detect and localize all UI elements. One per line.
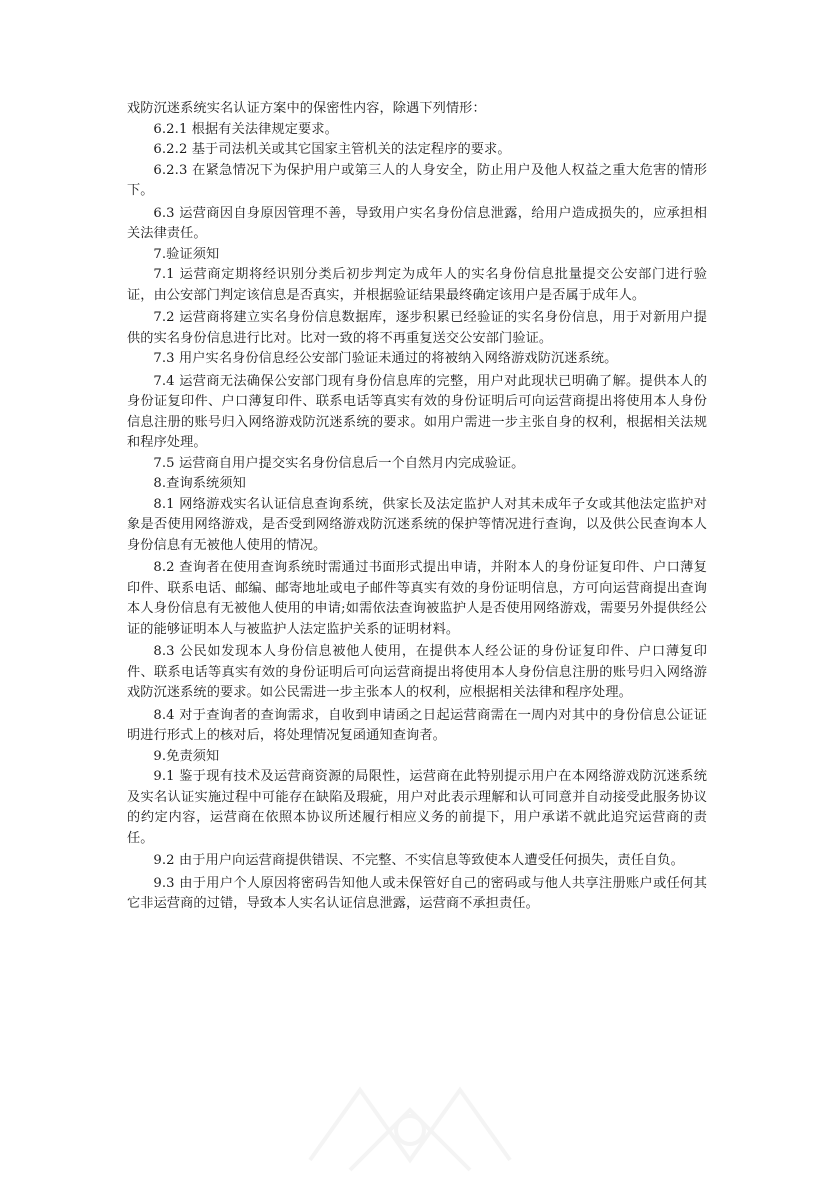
clause-8-3: 8.3 公民如发现本人身份信息被他人使用，在提供本人经公证的身份证复印件、户口薄复印件、联系电话等真实有效的身份证明后可向运营商提出将使用本人身份信息注册的账号归入网络游戏防沉迷系统的要求。如公民需进一步主张本人的权利，应根据相关法律和程序处理。 xyxy=(127,644,707,700)
clause-9-1: 9.1 鉴于现有技术及运营商资源的局限性，运营商在此特别提示用户在本网络游戏防沉迷系统及实名认证实施过程中可能存在缺陷及瑕疵，用户对此表示理解和认可同意并自动接受此服务协议的约定内容，运营商在依照本协议所述履行相应义务的前提下，用户承诺不就此追究运营商的责任。 xyxy=(127,769,707,846)
clause-6-2-2: 6.2.2 基于司法机关或其它国家主管机关的法定程序的要求。 xyxy=(153,142,511,157)
clause-9-2: 9.2 由于用户向运营商提供错误、不完整、不实信息等致使本人遭受任何损失，责任自负。 xyxy=(153,853,684,868)
watermark-logo-icon xyxy=(290,1070,530,1180)
clause-7-5: 7.5 运营商自用户提交实名身份信息后一个自然月内完成验证。 xyxy=(153,455,525,471)
section-heading-7: 7.验证须知 xyxy=(153,246,220,262)
section-heading-9: 9.免责须知 xyxy=(153,748,220,764)
clause-7-4: 7.4 运营商无法确保公安部门现有身份信息库的完整，用户对此现状已明确了解。提供本人的身份证复印件、户口薄复印件、联系电话等真实有效的身份证明后可向运营商提出将使用本人身份信息注册的账号归入网络游戏防沉迷系统的要求。如用户需进一步主张自身的权利，根据相关法规和程序处理。 xyxy=(127,373,707,450)
clause-7-2: 7.2 运营商将建立实名身份信息数据库，逐步积累已经验证的实名身份信息，用于对新用户提供的实名身份信息进行比对。比对一致的将不再重复送交公安部门验证。 xyxy=(127,310,707,346)
document-body xyxy=(127,99,707,915)
section-heading-8: 8.查询系统须知 xyxy=(153,476,246,491)
clause-6-2-1: 6.2.1 根据有关法律规定要求。 xyxy=(153,121,338,137)
clause-8-1: 8.1 网络游戏实名认证信息查询系统，供家长及法定监护人对其未成年子女或其他法定监护对象是否使用网络游戏，是否受到网络游戏防沉迷系统的保护等情况进行查询，以及供公民查询本人身份信息有无被他人使用的情况。 xyxy=(127,496,707,553)
clause-8-4: 8.4 对于查询者的查询需求，自收到申请函之日起运营商需在一周内对其中的身份信息公证证明进行形式上的核对后，将处理情况复函通知查询者。 xyxy=(127,707,707,743)
clause-7-3: 7.3 用户实名身份信息经公安部门验证未通过的将被纳入网络游戏防沉迷系统。 xyxy=(153,351,618,366)
clause-8-2: 8.2 查询者在使用查询系统时需通过书面形式提出申请，并附本人的身份证复印件、户口薄复印件、联系电话、邮编、邮寄地址或电子邮件等真实有效的身份证明信息，方可向运营商提出查询本人身份信息有无被他人使用的申请;如需依法查询被监护人是否使用网络游戏，需要另外提供经公证的能够证明本人与被监护人法定监护关系的证明材料。 xyxy=(127,560,707,637)
paragraph-continuation: 戏防沉迷系统实名认证方案中的保密性内容，除遇下列情形： xyxy=(127,101,486,116)
clause-6-3: 6.3 运营商因自身原因管理不善，导致用户实名身份信息泄露，给用户造成损失的，应承担相关法律责任。 xyxy=(127,205,707,241)
clause-9-3: 9.3 由于用户个人原因将密码告知他人或未保管好自己的密码或与他人共享注册账户或任何其它非运营商的过错，导致本人实名认证信息泄露，运营商不承担责任。 xyxy=(127,875,707,911)
clause-7-1: 7.1 运营商定期将经识别分类后初步判定为成年人的实名身份信息批量提交公安部门进行验证，由公安部门判定该信息是否真实，并根据验证结果最终确定该用户是否属于成年人。 xyxy=(127,267,707,303)
clause-6-2-3: 6.2.3 在紧急情况下为保护用户或第三人的人身安全，防止用户及他人权益之重大危害的情形下。 xyxy=(127,162,707,198)
